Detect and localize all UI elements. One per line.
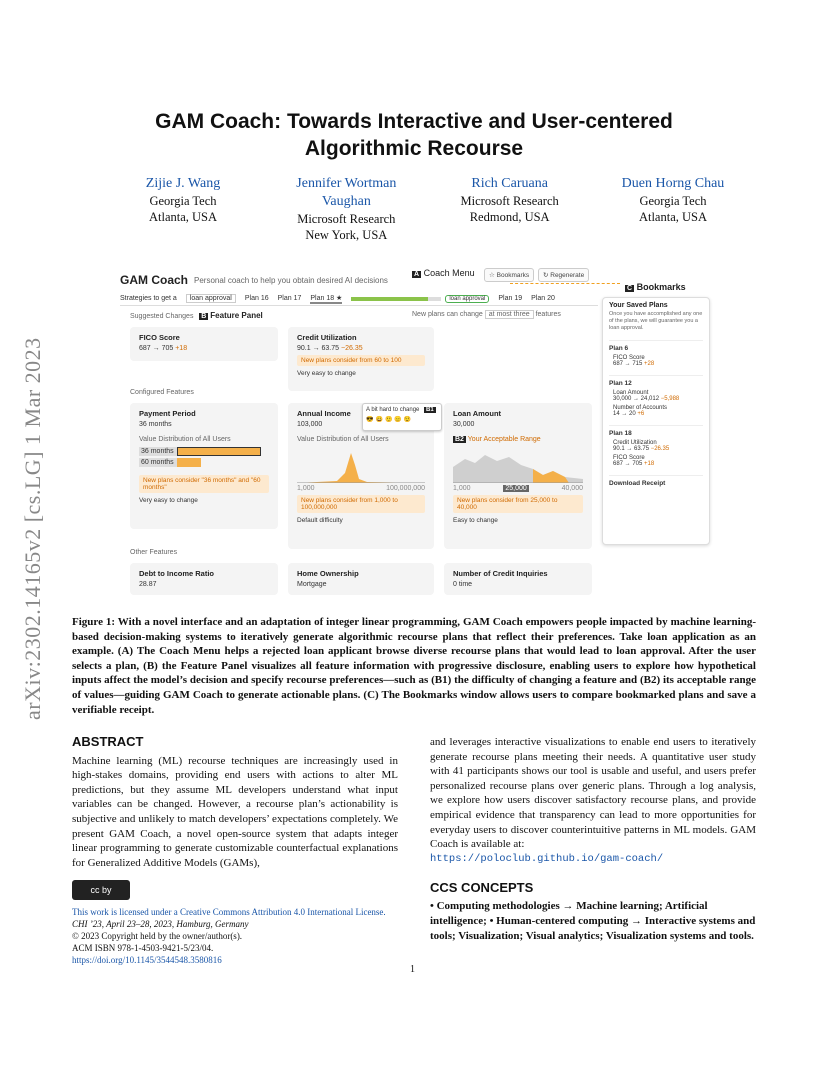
author bbox=[271, 175, 421, 243]
feature-name: Credit Utilization bbox=[297, 333, 357, 342]
income-histogram[interactable] bbox=[297, 445, 425, 483]
saved-plan-name[interactable]: Plan 12 bbox=[609, 375, 703, 387]
saved-feature-change: 687 → 705 bbox=[613, 461, 643, 467]
axis-min: 1,000 bbox=[297, 485, 315, 492]
title-line-2: Algorithmic Recourse bbox=[304, 137, 524, 160]
regenerate-button[interactable]: ↻ Regenerate bbox=[538, 268, 589, 282]
saved-plan-feature bbox=[613, 390, 703, 402]
bar-row bbox=[139, 458, 269, 467]
title-line-1: GAM Coach: Towards Interactive and User-centered bbox=[155, 110, 673, 133]
bar-row bbox=[139, 447, 269, 456]
saved-feature-change: 30,000 → 24,012 bbox=[613, 396, 660, 402]
range-label bbox=[453, 436, 583, 443]
saved-plan-feature bbox=[613, 440, 703, 452]
axis-max: 40,000 bbox=[561, 485, 583, 492]
author-location: Redmond, USA bbox=[469, 210, 550, 224]
max-changes-select[interactable]: at most three bbox=[485, 310, 534, 319]
label-b2-icon: B2 bbox=[455, 436, 464, 443]
feature-card-credit-utilization[interactable] bbox=[288, 327, 434, 391]
author-name[interactable]: Rich Caruana bbox=[471, 176, 548, 191]
abstract-heading: ABSTRACT bbox=[72, 734, 144, 749]
suggested-changes-text: Suggested Changes bbox=[130, 313, 194, 320]
feature-value: Mortgage bbox=[297, 581, 327, 588]
feature-to: 63.75 bbox=[321, 345, 340, 352]
paper-title bbox=[100, 108, 728, 162]
bar-label: 60 months bbox=[139, 458, 177, 467]
author bbox=[435, 175, 585, 243]
range-hint: New plans consider from 60 to 100 bbox=[297, 355, 425, 366]
saved-feature-delta: +6 bbox=[637, 411, 645, 417]
distribution-label: Value Distribution of All Users bbox=[139, 436, 231, 443]
author-name[interactable]: Zijie J. Wang bbox=[145, 176, 221, 191]
feature-value: 0 time bbox=[453, 581, 473, 588]
approval-progress-fill bbox=[351, 297, 428, 301]
max-changes-control bbox=[412, 311, 561, 318]
tab-plan-18[interactable]: Plan 18 ★ bbox=[310, 294, 343, 302]
saved-feature-delta: +18 bbox=[644, 461, 655, 467]
axis-max: 100,000,000 bbox=[386, 485, 425, 492]
feature-value: 30,000 bbox=[453, 421, 475, 428]
saved-plans-subtitle: Once you have accomplished any one of the plans, we will guarantee you a loan approval. bbox=[609, 311, 703, 331]
abstract-text-left: Machine learning (ML) recourse techniques are increasingly used in high-stakes domains, providing end users with actions to alter ML predictions, but they assume ML developers understand what input variables can be changed. However, a recourse plan’s actionability is subjective and unlikely to match developers’ expectations completely. We present GAM Coach, a novel open-source system that adapts integer linear programming to generate customizable counterfactual explanations for Generalized Additive Models (GAMs), bbox=[72, 754, 398, 869]
saved-feature-change: 14 → 20 bbox=[613, 411, 636, 417]
feature-card-home-ownership[interactable] bbox=[288, 563, 434, 595]
saved-feature-name: Number of Accounts bbox=[613, 405, 668, 411]
features-word: features bbox=[535, 311, 561, 318]
label-b-icon: B bbox=[201, 313, 207, 320]
feature-name: FICO Score bbox=[139, 333, 180, 342]
bookmarks-text: Bookmarks bbox=[636, 282, 686, 292]
label-a-icon: A bbox=[414, 271, 420, 278]
download-receipt-button[interactable]: Download Receipt bbox=[609, 475, 703, 487]
author-affiliation: Microsoft Research bbox=[297, 212, 396, 226]
suggested-changes-label bbox=[130, 311, 263, 320]
tab-plan-16[interactable]: Plan 16 bbox=[244, 295, 269, 302]
saved-feature-name: FICO Score bbox=[613, 455, 645, 461]
bookmarks-label bbox=[625, 282, 686, 292]
range-hint: New plans consider "36 months" and "60 months" bbox=[139, 475, 269, 493]
feature-change: 687 → 705 +18 bbox=[139, 345, 188, 352]
saved-feature-name: FICO Score bbox=[613, 355, 645, 361]
feature-name: Payment Period bbox=[139, 409, 196, 418]
conference-info: CHI ’23, April 23–28, 2023, Hamburg, Germany bbox=[72, 919, 249, 929]
copyright-text: © 2023 Copyright held by the owner/author(s). bbox=[72, 931, 243, 941]
bookmarks-connector bbox=[510, 283, 620, 289]
author-affiliation: Georgia Tech bbox=[149, 194, 217, 208]
max-changes-text: New plans can change bbox=[412, 311, 483, 318]
saved-plan-name[interactable]: Plan 18 bbox=[609, 425, 703, 437]
feature-card-fico[interactable] bbox=[130, 327, 278, 361]
abstract-right-column bbox=[430, 735, 756, 866]
feature-to: 705 bbox=[161, 345, 174, 352]
loan-histogram[interactable] bbox=[453, 445, 583, 483]
abstract-left-column bbox=[72, 735, 398, 870]
plan-tabs bbox=[120, 292, 598, 306]
feature-card-credit-inquiries[interactable] bbox=[444, 563, 592, 595]
range-label-text: Your Acceptable Range bbox=[467, 436, 541, 443]
author-list bbox=[108, 175, 748, 243]
difficulty-popup bbox=[362, 403, 442, 431]
range-hint: New plans consider from 25,000 to 40,000 bbox=[453, 495, 583, 513]
saved-feature-change: 687 → 715 bbox=[613, 361, 643, 367]
feature-delta: +18 bbox=[175, 345, 188, 352]
difficulty-label[interactable]: Easy to change bbox=[453, 517, 498, 524]
feature-name: Annual Income bbox=[297, 409, 351, 418]
saved-feature-delta: −5,988 bbox=[660, 396, 680, 402]
isbn-text: ACM ISBN 978-1-4503-9421-5/23/04. bbox=[72, 943, 214, 953]
saved-plan-feature bbox=[613, 355, 703, 367]
author-location: New York, USA bbox=[305, 228, 388, 242]
popup-text: A bit hard to change bbox=[366, 407, 420, 413]
ccs-concepts bbox=[430, 880, 756, 944]
author-location: Atlanta, USA bbox=[148, 210, 218, 224]
label-b1-icon: B1 bbox=[426, 407, 434, 413]
distribution-label: Value Distribution of All Users bbox=[297, 436, 389, 443]
author bbox=[108, 175, 258, 243]
teaser-figure bbox=[118, 265, 710, 603]
ccs-text: • Computing methodologies → Machine learning; Artificial intelligence; • Human-centered computing → Interactive systems and tools; Visualization; Visual analytics; Visualization systems and tools. bbox=[430, 900, 756, 942]
saved-plans-panel bbox=[602, 297, 710, 545]
saved-plan-name[interactable]: Plan 6 bbox=[609, 340, 703, 352]
other-features-label: Other Features bbox=[130, 549, 178, 556]
license-block bbox=[72, 880, 402, 966]
bookmarks-button[interactable]: ☆ Bookmarks bbox=[484, 268, 534, 282]
configured-features-label: Configured Features bbox=[130, 389, 194, 396]
app-tagline: Personal coach to help you obtain desired AI decisions bbox=[194, 275, 388, 285]
author-affiliation: Georgia Tech bbox=[639, 194, 707, 208]
license-link[interactable]: This work is licensed under a Creative Commons Attribution 4.0 International License. bbox=[72, 907, 386, 917]
feature-card-loan-amount[interactable] bbox=[444, 403, 592, 549]
saved-plan-feature bbox=[613, 405, 703, 417]
feature-card-dti[interactable] bbox=[130, 563, 278, 595]
cc-by-logo: cc by bbox=[72, 880, 130, 900]
saved-plans-title: Your Saved Plans bbox=[609, 302, 668, 309]
figure-caption: Figure 1: With a novel interface and an adaptation of integer linear programming, GAM Coach empowers people impacted by machine learning-based decision-making systems to iteratively generate algorithmic recourse plans that reflect their preferences. Take loan application as an example. (A) The Coach Menu helps a rejected loan applicant browse diverse recourse plans that would lead to loan approval. After the user selects a plan, (B) the Feature Panel visualizes all feature information with progressive disclosure, enabling users to explore how hypothetical inputs affect the model’s decision and specify recourse preferences—such as (B1) the difficulty of changing a feature and (B2) its acceptable range of values—guiding GAM Coach to generate actionable plans. (C) The Bookmarks window allows users to compare bookmarked plans and save a verifiable receipt. bbox=[72, 616, 756, 716]
doi-link[interactable]: https://doi.org/10.1145/3544548.3580816 bbox=[72, 955, 222, 965]
feature-name: Loan Amount bbox=[453, 409, 502, 418]
app-logo: GAM Coach bbox=[120, 273, 189, 287]
range-hint: New plans consider from 1,000 to 100,000,000 bbox=[297, 495, 425, 513]
difficulty-label[interactable]: Very easy to change bbox=[297, 370, 356, 377]
axis-labels bbox=[297, 485, 425, 492]
feature-value: 103,000 bbox=[297, 421, 323, 428]
feature-card-payment-period[interactable] bbox=[130, 403, 278, 529]
saved-plan-feature bbox=[613, 455, 703, 467]
bar-label: 36 months bbox=[139, 447, 177, 456]
strategy-text: Strategies to get a bbox=[120, 295, 177, 302]
author bbox=[598, 175, 748, 243]
feature-from: 687 bbox=[139, 345, 151, 352]
saved-feature-delta: −26.35 bbox=[650, 446, 670, 452]
author-name[interactable]: Duen Horng Chau bbox=[621, 176, 725, 191]
abstract-text-right: and leverages interactive visualizations to enable end users to iteratively generate recourse plans meeting their needs. A quantitative user study with 41 participants shows our tool is usable and useful, and users prefer personalized recourse plans over generic plans. Through a log analysis, we explore how users discover satisfactory recourse plans, and provide empirical evidence that transparency can lead to more opportunities for everyday users to discover counterintuitive patterns in ML models. GAM Coach is available at: bbox=[430, 736, 756, 851]
ccs-heading: CCS CONCEPTS bbox=[430, 880, 534, 895]
feature-name: Number of Credit Inquiries bbox=[453, 569, 548, 578]
coach-menu-label bbox=[412, 268, 475, 278]
approval-progress bbox=[351, 297, 441, 301]
range-thumb-value[interactable]: 25,000 bbox=[505, 485, 527, 492]
coach-menu-text: Coach Menu bbox=[423, 268, 475, 278]
author-name[interactable]: Jennifer Wortman Vaughan bbox=[296, 176, 397, 209]
feature-from: 90.1 bbox=[297, 345, 311, 352]
difficulty-emoji-row[interactable]: 😎😀🙂😑😟 bbox=[366, 417, 414, 423]
saved-feature-change: 90.1 → 63.75 bbox=[613, 446, 650, 452]
approval-badge: loan approval bbox=[445, 295, 489, 303]
feature-name: Home Ownership bbox=[297, 569, 359, 578]
axis-labels bbox=[453, 485, 583, 492]
feature-change: 90.1 → 63.75 −26.35 bbox=[297, 345, 363, 352]
feature-name: Debt to Income Ratio bbox=[139, 569, 215, 578]
bar[interactable] bbox=[177, 447, 261, 456]
tab-plan-17[interactable]: Plan 17 bbox=[277, 295, 302, 302]
label-c-icon: C bbox=[627, 285, 633, 292]
feature-value: 28.87 bbox=[139, 581, 157, 588]
saved-feature-delta: +28 bbox=[644, 361, 655, 367]
bar[interactable] bbox=[177, 458, 201, 467]
difficulty-label[interactable]: Very easy to change bbox=[139, 497, 198, 504]
saved-feature-name: Credit Utilization bbox=[613, 440, 657, 446]
feature-delta: −26.35 bbox=[341, 345, 363, 352]
tab-plan-19[interactable]: Plan 19 bbox=[498, 295, 523, 302]
page-number: 1 bbox=[410, 964, 415, 975]
tab-plan-20[interactable]: Plan 20 bbox=[531, 295, 555, 302]
feature-panel-title: Feature Panel bbox=[210, 311, 263, 320]
feature-value: 36 months bbox=[139, 421, 172, 428]
author-affiliation: Microsoft Research bbox=[460, 194, 559, 208]
author-location: Atlanta, USA bbox=[638, 210, 708, 224]
arxiv-identifier: arXiv:2302.14165v2 [cs.LG] 1 Mar 2023 bbox=[20, 337, 45, 720]
axis-min: 1,000 bbox=[453, 485, 471, 492]
project-url-link[interactable]: https://poloclub.github.io/gam-coach/ bbox=[430, 852, 664, 865]
strategy-select[interactable]: loan approval bbox=[186, 294, 236, 303]
difficulty-label[interactable]: Default difficulty bbox=[297, 517, 343, 524]
saved-feature-name: Loan Amount bbox=[613, 390, 649, 396]
